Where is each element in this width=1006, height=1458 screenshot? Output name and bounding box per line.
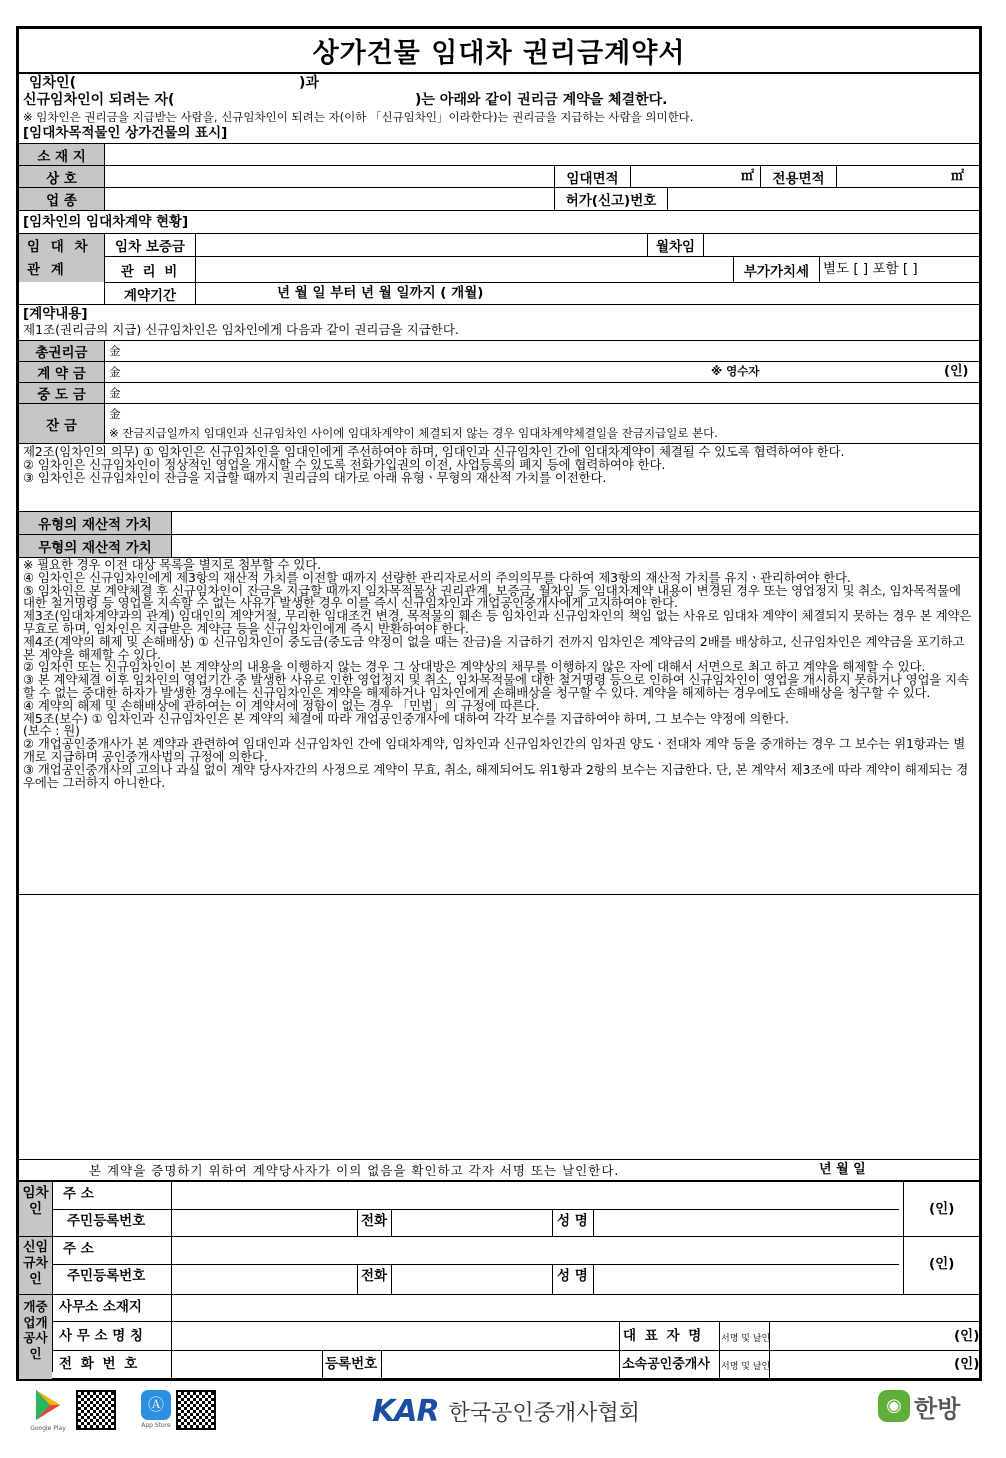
lessee-seal: (인): [929, 1201, 955, 1217]
document-title: 상가건물 임대차 권리금계약서: [312, 38, 686, 69]
new-lessee-id-label: 주민등록번호: [67, 1268, 146, 1284]
lease-status-heading: [임차인의 임대차계약 현황]: [23, 214, 189, 230]
new-lessee-seal: (인): [929, 1256, 955, 1272]
association-name: 한국공인중개사협회: [448, 1400, 640, 1426]
term-line: ③ 개업공인중개사의 고의나 과실 없이 계약 당사자간의 사정으로 계약이 무효, 취소, 해제되어도 위1항과 2항의 보수는 지급한다. 단, 본 계약서 제3조에 따라 계약이 해제되는 경우에는 그러하지 아니한다.: [23, 761, 969, 790]
divider: [19, 210, 979, 211]
total-premium-currency: 金: [109, 344, 121, 358]
qr-code-icon[interactable]: [76, 1390, 116, 1430]
affiliated-broker-label: 소속공인중개사: [622, 1357, 710, 1372]
divider: [104, 282, 979, 283]
kar-logo: [372, 1393, 640, 1429]
contract-heading: [계약내용]: [23, 306, 88, 322]
divider: [19, 1180, 979, 1182]
app-store-badge[interactable]: [138, 1390, 174, 1432]
tangible-value-label: 유형의 재산적 가치: [19, 512, 171, 534]
term-line: ② 임차인 또는 신규임차인이 본 계약상의 내용을 이행하지 않는 경우 그 상대방은 계약상의 채무를 이행하지 않은 자에 대해서 서면으로 최고 하고 계약을 해제할 수 있다.: [23, 659, 926, 675]
divider: [19, 361, 979, 362]
google-play-icon: [28, 1388, 68, 1422]
representative-sign-label: 서명 및 날인: [721, 1334, 771, 1344]
article-2-line: ② 임차인은 신규임차인이 정상적인 영업을 개시할 수 있도록 전화가입권의 이전, 사업등록의 폐지 등에 협력하여야 한다.: [23, 456, 666, 472]
divider: [19, 187, 979, 188]
affiliated-sign-label: 서명 및 날인: [721, 1362, 771, 1372]
hanbang-logo: [878, 1388, 960, 1424]
term-line: ④ 계약의 해제 및 손해배상에 관하여는 이 계약서에 정함이 없는 경우 「민법」의 규정에 따른다.: [23, 697, 540, 713]
property-heading: [임대차목적물인 상가건물의 표시]: [23, 125, 228, 141]
lessee-name-label: 성 명: [557, 1213, 588, 1229]
contract-deposit-label: 계 약 금: [19, 362, 104, 382]
term-line: ② 개업공인중개사가 본 계약과 관련하여 임대인과 신규임차인 간에 임대차계약, 임차인과 신규임차인간의 임차권 양도ㆍ전대차 계약 등을 중개하는 경우 그 보수는 위1항과는 별개로 지급하며 공인중개사법의 규정에 의한다.: [23, 736, 966, 764]
intro-line2-suffix: )는 아래와 같이 권리금 계약을 체결한다.: [415, 92, 668, 108]
exclusive-area-label: 전용면적: [772, 170, 825, 187]
hanbang-icon: ◉: [878, 1390, 910, 1422]
divider: [19, 340, 979, 341]
affiliated-seal: (인): [954, 1356, 980, 1372]
divider: [52, 1209, 899, 1210]
divider: [19, 1236, 979, 1237]
term-line: ③ 본 계약체결 이후 임차인의 영업기간 중 발생한 사유로 인한 영업정지 및 취소, 임차목적물에 대한 철거명령 등으로 인하여 신규임차인이 영업을 개시하지 못하거나 영업을 지속할 수 없는 중대한 하자가 발생한 경우에는 신규임차인은 계약을 해제하거나 임차인에게 손해배상을 청구할 수 있다. 계약을 해제하는 경우에도 손해배상을 청구할 수 있다.: [23, 672, 969, 700]
receiver-label: ※ 영수자: [711, 364, 760, 378]
divider: [19, 1294, 979, 1295]
signature-date: 년 월 일: [819, 1162, 866, 1177]
office-phone-label: 전 화 번 호: [59, 1356, 140, 1372]
vat-options: 별도 [ ] 포함 [ ]: [823, 261, 918, 277]
intangible-value-label: 무형의 재산적 가치: [19, 535, 171, 557]
intro-line2-prefix: 신규임차인이 되려는 자(: [23, 92, 175, 108]
google-play-badge[interactable]: [28, 1388, 68, 1432]
receiver-seal: (인): [944, 364, 969, 379]
divider: [19, 403, 979, 404]
office-name-label: 사 무 소 명 칭: [59, 1328, 144, 1344]
hanbang-text: 한방: [914, 1394, 961, 1423]
term-line: ④ 임차인은 신규임차인에게 제3항의 재산적 가치를 이전할 때까지 선량한 관리자로서의 주의의무를 다하여 제3항의 재산적 가치를 유지ㆍ관리하여야 한다.: [23, 569, 851, 585]
location-label: 소 재 지: [19, 144, 104, 165]
article-1: 제1조(권리금의 지급) 신규임차인은 임차인에게 다음과 같이 권리금을 지급한다.: [23, 322, 459, 337]
registration-number-label: 등록번호: [325, 1356, 378, 1372]
divider: [52, 1350, 979, 1351]
lessee-label: 임차인: [22, 1185, 49, 1217]
lessee-phone-label: 전화: [361, 1213, 388, 1229]
term-line: 제3조(임대차계약과의 관계) 임대인의 계약거절, 무리한 임대조건 변경, 목적물의 훼손 등 임차인과 신규임차인의 책임 없는 사유로 임대차 계약이 체결되지 못하는 경우 본 계약은 무효로 하며, 임차인은 지급받은 계약금 등을 신규임차인에게 즉시 반환하여야 한다.: [23, 608, 972, 636]
article-2-line: 제2조(임차인의 의무) ① 임차인은 신규임차인을 임대인에게 주선하여야 하며, 임대인과 신규임차인 간에 임대차계약이 체결될 수 있도록 협력하여야 한다.: [23, 444, 845, 459]
interim-payment-label: 중 도 금: [19, 383, 104, 403]
divider: [19, 143, 979, 144]
representative-label: 대 표 자 명: [623, 1328, 704, 1344]
lease-relation-label-2: 관 계: [27, 262, 67, 278]
divider: [104, 256, 979, 257]
new-lessee-address-label: 주 소: [63, 1241, 94, 1257]
contract-deposit-currency: 金: [109, 365, 121, 379]
divider: [52, 1264, 899, 1265]
term-line: ※ 필요한 경우 이전 대상 목록을 별지로 첨부할 수 있다.: [23, 557, 321, 572]
lease-area-unit: ㎡: [741, 169, 755, 184]
lessee-address-label: 주 소: [63, 1186, 94, 1202]
kar-logo-mark: KAR: [372, 1393, 439, 1429]
business-label: 업 종: [19, 188, 104, 210]
office-address-label: 사무소 소재지: [59, 1299, 142, 1315]
lease-relation-label-1: 임 대 차: [27, 239, 91, 255]
google-play-text: Google Play: [30, 1425, 66, 1432]
contract-terms: [23, 559, 973, 789]
trade-name-label: 상 호: [19, 166, 104, 187]
management-fee-label: 관 리 비: [120, 263, 180, 280]
lease-area-label: 임대면적: [566, 170, 619, 187]
balance-note: ※ 잔금지급일까지 임대인과 신규임차인 사이에 임대차계약이 체결되지 않는 경우 임대차계약체결일을 잔금지급일로 본다.: [109, 426, 718, 440]
license-number-label: 허가(신고)번호: [565, 193, 657, 209]
new-lessee-phone-label: 전화: [361, 1268, 388, 1284]
term-line: 제4조(계약의 해제 및 손해배상) ① 신규임차인이 중도금(중도금 약정이 없을 때는 잔금)을 지급하기 전까지 임차인은 계약금의 2배를 배상하고, 신규임차인은 계약금을 포기하고 본 계약을 해제할 수 있다.: [23, 633, 965, 662]
intro-line1-suffix: )과: [299, 75, 319, 91]
monthly-rent-label: 월차임: [655, 239, 696, 255]
contract-form: [16, 26, 982, 1381]
exclusive-area-unit: ㎡: [951, 169, 965, 184]
intro-note: ※ 임차인은 권리금을 지급받는 사람을, 신규임차인이 되려는 자(이하 「신규임차인」이라한다)는 권리금을 지급하는 사람을 의미한다.: [23, 110, 694, 124]
period-text: 년 월 일 부터 년 월 일까지 ( 개월): [277, 285, 484, 301]
total-premium-label: 총권리금: [19, 341, 104, 361]
divider: [19, 1159, 979, 1160]
lessee-id-label: 주민등록번호: [67, 1213, 146, 1229]
interim-payment-currency: 金: [109, 386, 121, 400]
app-store-text: App Store: [141, 1422, 171, 1429]
article-2: [23, 446, 973, 484]
new-lessee-name-label: 성 명: [557, 1268, 588, 1284]
divider: [19, 304, 979, 305]
deposit-label: 임차 보증금: [115, 239, 185, 255]
qr-code-icon[interactable]: [176, 1390, 216, 1430]
representative-seal: (인): [954, 1328, 980, 1344]
intro-line1-prefix: 임차인(: [29, 75, 76, 91]
app-store-icon: Ⓐ: [141, 1390, 171, 1420]
period-label: 계약기간: [123, 287, 177, 304]
broker-label: 개중업개공사인: [23, 1299, 48, 1361]
article-2-line: ③ 임차인은 신규임차인이 잔금을 지급할 때까지 권리금의 대가로 아래 유형ㆍ무형의 재산적 가치를 이전한다.: [23, 469, 607, 485]
vat-label: 부가가치세: [743, 263, 810, 280]
new-lessee-label: 신임규차인: [22, 1240, 49, 1287]
term-line: (보수 : 원): [23, 723, 80, 739]
divider: [19, 72, 979, 74]
term-line: ⑤ 임차인은 본 계약체결 후 신규임차인이 잔금을 지급할 때까지 임차목적물상 권리관계, 보증금, 월차임 등 임대차계약 내용이 변경된 경우 또는 영업정지 및 취소, 임차목적물에 대한 철거명령 등 영업을 지속할 수 없는 사유가 발생한 경우 이를 즉시 신규임차인과 개업공인중개사에게 고지하여야 한다.: [23, 582, 961, 611]
divider: [52, 1321, 979, 1322]
divider: [19, 382, 979, 383]
term-line: 제5조(보수) ① 임차인과 신규임차인은 본 계약의 체결에 따라 개업공인중개사에 대하여 각각 보수를 지급하여야 하며, 그 보수는 약정에 의한다.: [23, 710, 789, 726]
signature-statement: 본 계약을 증명하기 위하여 계약당사자가 이의 없음을 확인하고 각자 서명 또는 날인한다.: [89, 1163, 620, 1178]
balance-currency: 金: [109, 407, 121, 421]
balance-label: 잔 금: [19, 404, 104, 443]
divider: [19, 894, 979, 895]
